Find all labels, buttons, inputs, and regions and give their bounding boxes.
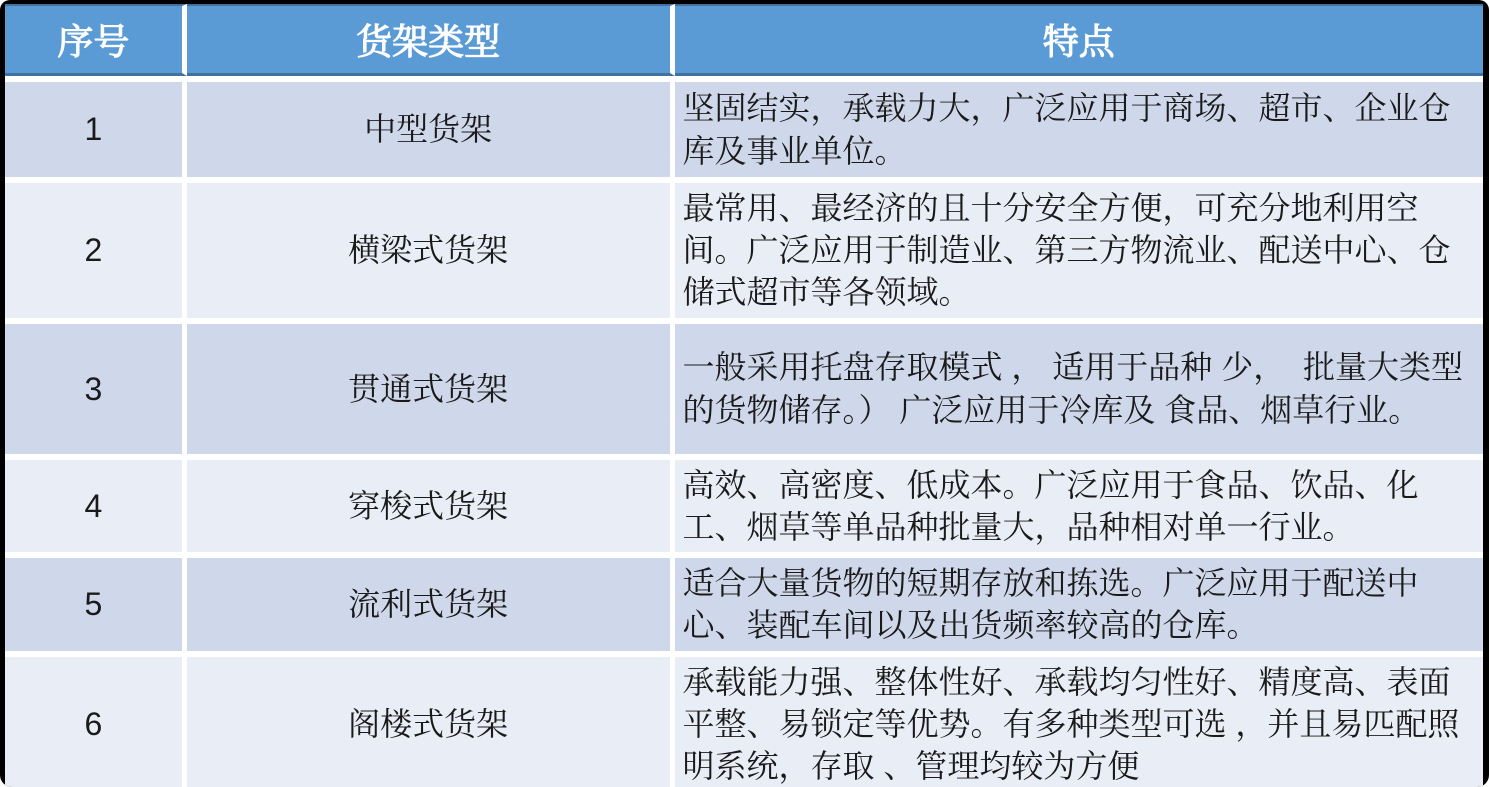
table-row	[5, 318, 1483, 454]
cell-type: 阁楼式货架	[187, 651, 675, 787]
table-row	[5, 76, 1483, 177]
cell-type: 穿梭式货架	[187, 454, 675, 552]
column-header-features: 特点	[675, 4, 1483, 76]
cell-index: 2	[5, 177, 187, 318]
table-row	[5, 552, 1483, 650]
table-row	[5, 177, 1483, 318]
cell-features: 坚固结实，承载力大，广泛应用于商场、超市、企业仓库及事业单位。	[675, 76, 1483, 177]
column-header-index: 序号	[5, 4, 187, 76]
cell-features: 适合大量货物的短期存放和拣选。广泛应用于配送中心、装配车间以及出货频率较高的仓库。	[675, 552, 1483, 650]
cell-features: 高效、高密度、低成本。广泛应用于食品、饮品、化工、烟草等单品种批量大，品种相对单一行业。	[675, 454, 1483, 552]
header-row	[5, 4, 1483, 76]
cell-type: 贯通式货架	[187, 318, 675, 454]
column-header-type: 货架类型	[187, 4, 675, 76]
table-body	[5, 76, 1483, 787]
table-row	[5, 454, 1483, 552]
cell-index: 3	[5, 318, 187, 454]
shelf-types-table	[5, 4, 1483, 787]
cell-index: 4	[5, 454, 187, 552]
cell-index: 5	[5, 552, 187, 650]
cell-features: 一般采用托盘存取模式 ， 适用于品种 少， 批量大类型的货物储存。） 广泛应用于冷库及 食品、烟草行业。	[675, 318, 1483, 454]
cell-index: 6	[5, 651, 187, 787]
table-row	[5, 651, 1483, 787]
cell-type: 流利式货架	[187, 552, 675, 650]
cell-index: 1	[5, 76, 187, 177]
cell-type: 横梁式货架	[187, 177, 675, 318]
cell-features: 最常用、最经济的且十分安全方便，可充分地利用空间。广泛应用于制造业、第三方物流业、配送中心、仓储式超市等各领域。	[675, 177, 1483, 318]
cell-features: 承载能力强、整体性好、承载均匀性好、精度高、表面平整、易锁定等优势。有多种类型可选 ，并且易匹配照明系统，存取 、管理均较为方便	[675, 651, 1483, 787]
cell-type: 中型货架	[187, 76, 675, 177]
